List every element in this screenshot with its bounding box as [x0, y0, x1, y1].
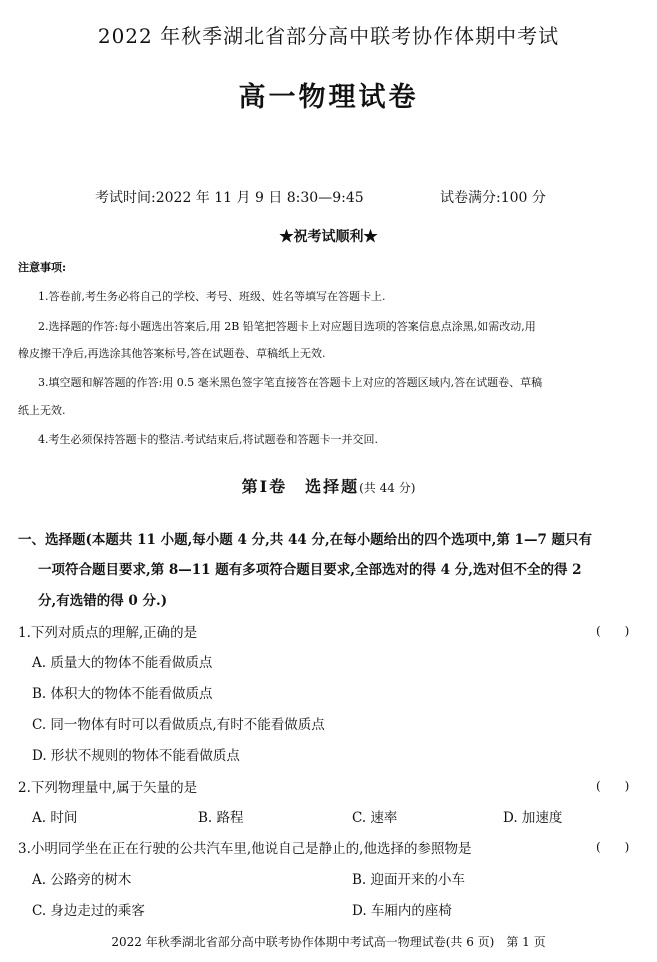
q1-option-b: B. 体积大的物体不能看做质点 [32, 686, 213, 702]
instructions-line-3: 分,有选错的得 0 分.) [38, 593, 168, 609]
full-score: 试卷满分:100 分 [440, 190, 546, 206]
notice-item-3: 3.填空题和解答题的作答:用 0.5 毫米黑色签字笔直接答在答题卡上对应的答题区域内,答在试题卷、草稿 [38, 376, 543, 389]
q2-option-d: D. 加速度 [503, 810, 563, 826]
section-title [0, 474, 657, 497]
q1-option-c: C. 同一物体有时可以看做质点,有时不能看做质点 [32, 717, 325, 733]
answer-paren-3: ( ) [596, 840, 630, 854]
answer-paren-1: ( ) [596, 624, 630, 638]
notice-item-3-cont: 纸上无效. [18, 404, 66, 417]
q1-option-d: D. 形状不规则的物体不能看做质点 [32, 748, 240, 764]
question-2-stem: 2.下列物理量中,属于矢量的是 [18, 780, 198, 796]
question-1-stem: 1.下列对质点的理解,正确的是 [18, 625, 198, 641]
good-luck-banner: ★祝考试顺利★ [279, 229, 378, 245]
section-label: 第Ⅰ卷 选择题 [241, 477, 360, 496]
notice-item-2-cont: 橡皮擦干净后,再选涂其他答案标号,答在试题卷、草稿纸上无效. [18, 347, 326, 360]
notice-item-2: 2.选择题的作答:每小题选出答案后,用 2B 铅笔把答题卡上对应题目选项的答案信息点涂黑,如需改动,用 [38, 320, 536, 333]
section-score: (共 44 分) [359, 481, 416, 495]
page-footer: 2022 年秋季湖北省部分高中联考协作体期中考试高一物理试卷(共 6 页) 第 1 页 [111, 935, 546, 949]
instructions-line-2: 一项符合题目要求,第 8—11 题有多项符合题目要求,全部选对的得 4 分,选对但不全的得 2 [38, 562, 582, 578]
q1-option-a: A. 质量大的物体不能看做质点 [32, 655, 213, 671]
instructions-line-1: 一、选择题(本题共 11 小题,每小题 4 分,共 44 分,在每小题给出的四个选项中,第 1—7 题只有 [18, 532, 593, 548]
paper-title: 高一物理试卷 [238, 82, 419, 113]
q2-option-c: C. 速率 [352, 810, 398, 826]
q3-option-c: C. 身边走过的乘客 [32, 903, 145, 919]
q2-option-a: A. 时间 [32, 810, 78, 826]
exam-title: 2022 年秋季湖北省部分高中联考协作体期中考试 [97, 24, 560, 48]
q2-option-b: B. 路程 [198, 810, 244, 826]
notice-item-1: 1.答卷前,考生务必将自己的学校、考号、班级、姓名等填写在答题卡上. [38, 290, 386, 303]
exam-time: 考试时间:2022 年 11 月 9 日 8:30—9:45 [95, 190, 364, 206]
q3-option-b: B. 迎面开来的小车 [352, 872, 466, 888]
answer-paren-2: ( ) [596, 779, 630, 793]
q3-option-d: D. 车厢内的座椅 [352, 903, 452, 919]
q3-option-a: A. 公路旁的树木 [32, 872, 132, 888]
question-3-stem: 3.小明同学坐在正在行驶的公共汽车里,他说自己是静止的,他选择的参照物是 [18, 841, 472, 857]
notice-heading: 注意事项: [18, 261, 67, 274]
notice-item-4: 4.考生必须保持答题卡的整洁.考试结束后,将试题卷和答题卡一并交回. [38, 433, 378, 446]
